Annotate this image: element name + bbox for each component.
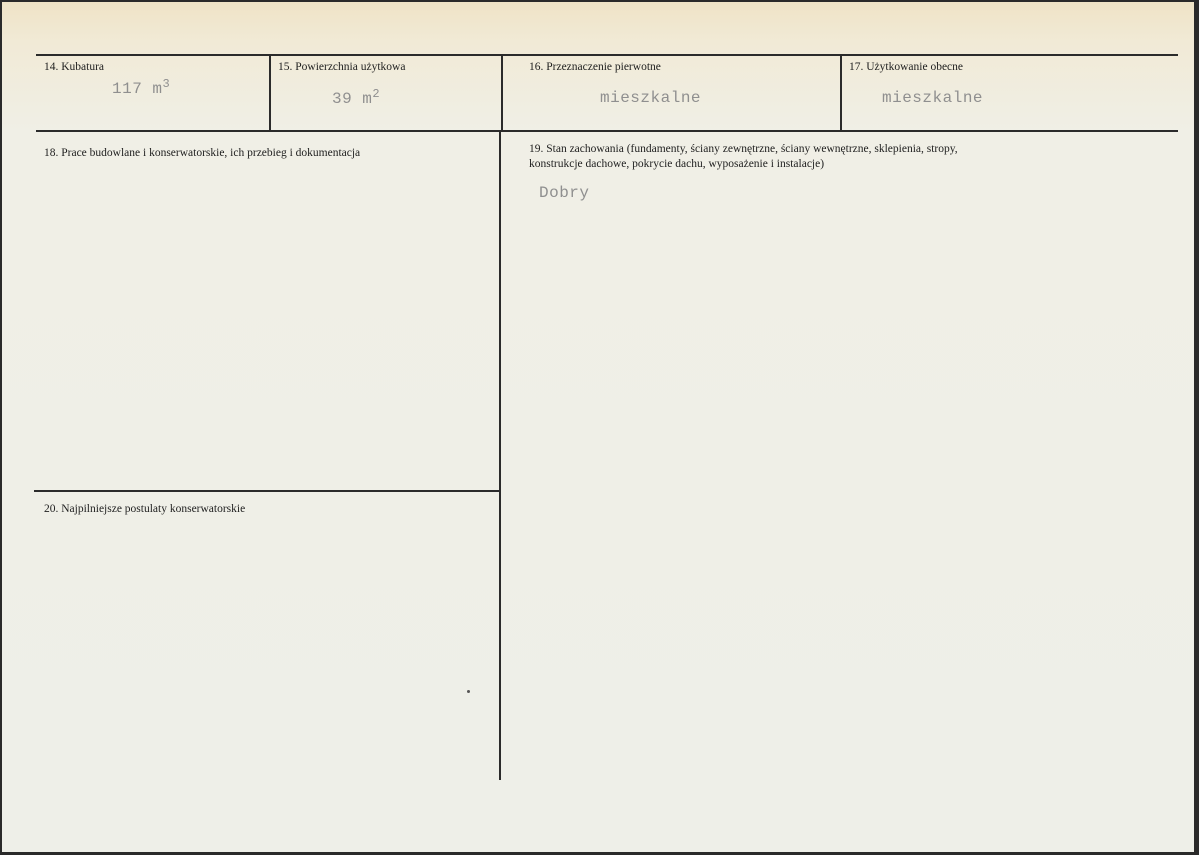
field-14-value: 117 $m^3$: [112, 77, 171, 98]
field-15-label: 15. Powierzchnia użytkowa: [278, 61, 406, 73]
divider-16-17: [840, 54, 842, 132]
field-16-label: 16. Przeznaczenie pierwotne: [529, 61, 661, 73]
divider-left-right: [499, 130, 501, 780]
field-19-value: Dobry: [539, 184, 590, 202]
section20-top-rule: [34, 490, 499, 492]
field-18-label: 18. Prace budowlane i konserwatorskie, ich przebieg i dokumentacja: [44, 147, 361, 159]
divider-15-16: [501, 54, 503, 132]
divider-14-15: [269, 54, 271, 132]
field-16-value: mieszkalne: [600, 89, 702, 107]
top-rule: [36, 54, 1178, 56]
header-bottom-rule: [36, 130, 1178, 132]
field-17-value: mieszkalne: [882, 89, 984, 107]
field-14-label: 14. Kubatura: [44, 61, 105, 73]
paper-speck: [467, 690, 470, 693]
field-15-value: 39 $m^2$: [332, 87, 381, 108]
field-17-label: 17. Użytkowanie obecne: [849, 61, 964, 73]
record-card: [2, 2, 1194, 852]
field-19-label-line1: 19. Stan zachowania (fundamenty, ściany zewnętrzne, ściany wewnętrzne, sklepienia, stropy,: [529, 143, 958, 155]
field-20-label: 20. Najpilniejsze postulaty konserwatorskie: [44, 503, 246, 515]
field-19-label-line2: konstrukcje dachowe, pokrycie dachu, wyposażenie i instalacje): [529, 158, 825, 170]
